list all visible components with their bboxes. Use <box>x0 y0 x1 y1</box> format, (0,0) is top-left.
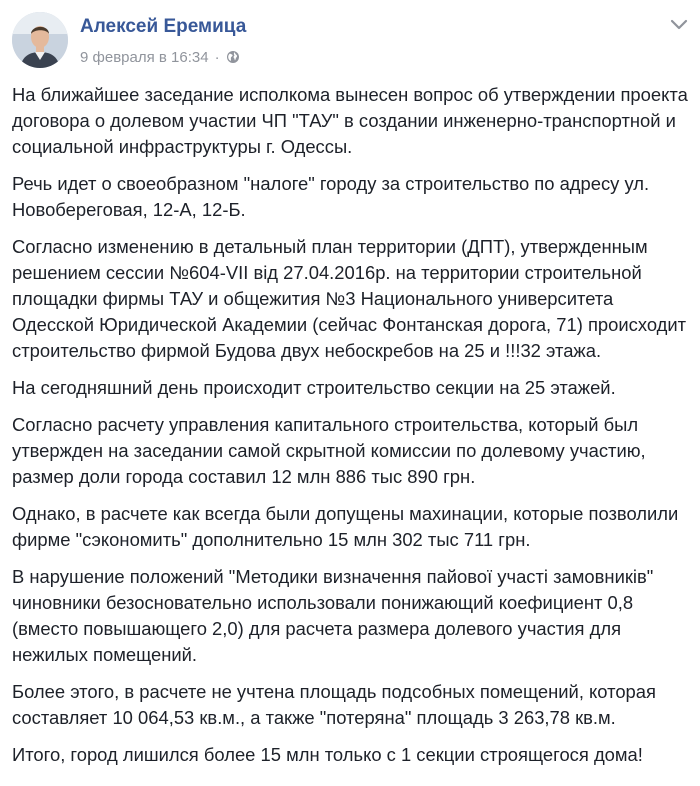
author-avatar[interactable] <box>12 12 68 68</box>
post-header <box>12 12 688 70</box>
author-name-link[interactable]: Алексей Еремица <box>80 16 247 37</box>
paragraph: Согласно расчету управления капитального строительства, который был утвержден на заседании самой скрытной комиссии по долевому участию, размер доли города составил 12 млн 886 тыс 890 грн. <box>12 414 646 487</box>
post-meta <box>80 46 240 68</box>
paragraph: В нарушение положений "Методики визначення пайової участі замовників" чиновники безосновательно использовали понижающий коефициент 0,8 (вместо повышающего 2,0) для расчета размера долевого участия для нежилых помещений. <box>12 566 654 665</box>
globe-icon[interactable] <box>226 50 240 64</box>
paragraph: Более этого, в расчете не учтена площадь подсобных помещений, которая составляет 10 064,53 кв.м., а также "потеряна" площадь 3 263,78 кв.м. <box>12 681 656 728</box>
paragraph: Речь идет о своеобразном "налоге" городу за строительство по адресу ул. Новобереговая, 12-А, 12-Б. <box>12 173 650 220</box>
post-timestamp[interactable]: 9 февраля в 16:34 <box>80 48 209 66</box>
paragraph: Итого, город лишился более 15 млн только с 1 секции строящегося дома! <box>12 744 643 765</box>
paragraph: Согласно изменению в детальный план территории (ДПТ), утвержденным решением сессии №604-VII від 27.04.2016р. на территории строительной площадки фирмы ТАУ и общежития №3 Национального университета Одесской Юридической Академии (сейчас Фонтанская дорога, 71) происходит строительство фирмой Будова двух небоскребов на 25 и !!!32 этажа. <box>12 236 687 361</box>
paragraph: На ближайшее заседание исполкома вынесен вопрос об утверждении проекта договора о долевом участии ЧП "ТАУ" в создании инженерно-транспортной и социальной инфраструктуры г. Одессы. <box>12 84 688 157</box>
post-body <box>12 82 688 779</box>
paragraph: Однако, в расчете как всегда были допущены махинации, которые позволили фирме "сэкономить" дополнительно 15 млн 302 тыс 711 грн. <box>12 503 679 550</box>
meta-separator: · <box>214 48 220 66</box>
paragraph: На сегодняшний день происходит строительство секции на 25 этажей. <box>12 377 616 398</box>
chevron-down-icon[interactable] <box>670 18 688 30</box>
